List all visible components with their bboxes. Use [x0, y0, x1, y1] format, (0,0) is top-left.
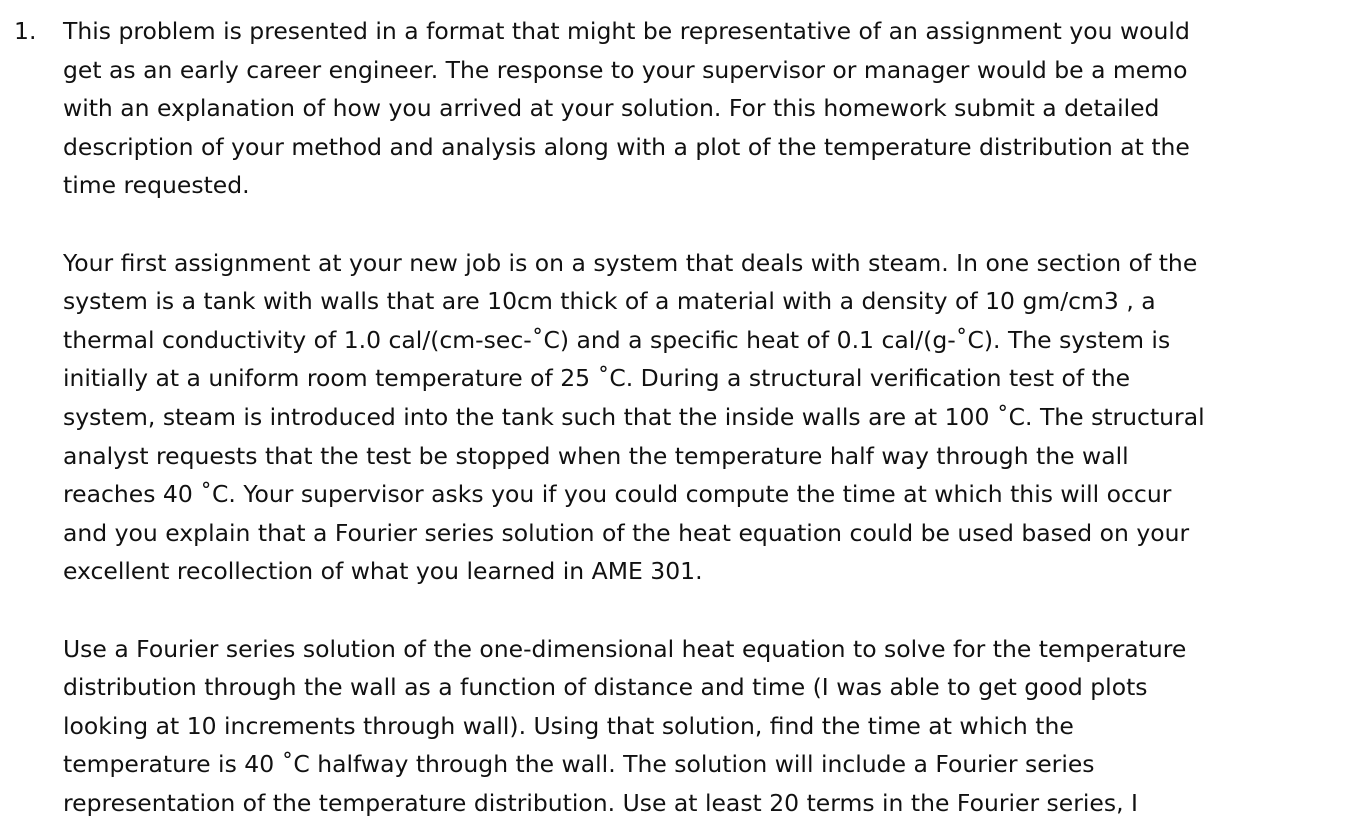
text-line: Use a Fourier series solution of the one-dimensional heat equation to solve for the temperature — [63, 630, 1362, 669]
text-line: with an explanation of how you arrived at your solution. For this homework submit a detailed — [63, 89, 1362, 128]
text-line: system, steam is introduced into the tank such that the inside walls are at 100 ˚C. The structural — [63, 398, 1362, 437]
text-line: looking at 10 increments through wall). Using that solution, find the time at which the — [63, 707, 1362, 746]
paragraph-assignment — [63, 244, 1363, 591]
paragraph-intro — [63, 12, 1363, 205]
problem-text — [63, 12, 1363, 822]
text-line: get as an early career engineer. The response to your supervisor or manager would be a memo — [63, 51, 1362, 90]
text-line: initially at a uniform room temperature of 25 ˚C. During a structural verification test of the — [63, 359, 1362, 398]
text-line: distribution through the wall as a function of distance and time (I was able to get good plots — [63, 668, 1362, 707]
text-line: Your first assignment at your new job is on a system that deals with steam. In one section of the — [63, 244, 1362, 283]
text-line: analyst requests that the test be stopped when the temperature half way through the wall — [63, 437, 1362, 476]
text-line: This problem is presented in a format that might be representative of an assignment you would — [63, 12, 1362, 51]
text-line: representation of the temperature distribution. Use at least 20 terms in the Fourier series, I — [63, 784, 1362, 822]
text-line: description of your method and analysis along with a plot of the temperature distribution at the — [63, 128, 1362, 167]
text-line: temperature is 40 ˚C halfway through the wall. The solution will include a Fourier series — [63, 745, 1362, 784]
text-line: reaches 40 ˚C. Your supervisor asks you if you could compute the time at which this will occur — [63, 475, 1362, 514]
paragraph-spacer — [63, 591, 1363, 630]
text-line: excellent recollection of what you learned in AME 301. — [63, 552, 1362, 591]
text-line: time requested. — [63, 166, 1362, 205]
paragraph-instructions — [63, 630, 1363, 822]
paragraph-spacer — [63, 205, 1363, 244]
text-line: thermal conductivity of 1.0 cal/(cm-sec-˚C) and a specific heat of 0.1 cal/(g-˚C). The system is — [63, 321, 1362, 360]
list-item-number: 1. — [14, 12, 36, 51]
text-line: and you explain that a Fourier series solution of the heat equation could be used based on your — [63, 514, 1362, 553]
text-line: system is a tank with walls that are 10cm thick of a material with a density of 10 gm/cm3 , a — [63, 282, 1362, 321]
